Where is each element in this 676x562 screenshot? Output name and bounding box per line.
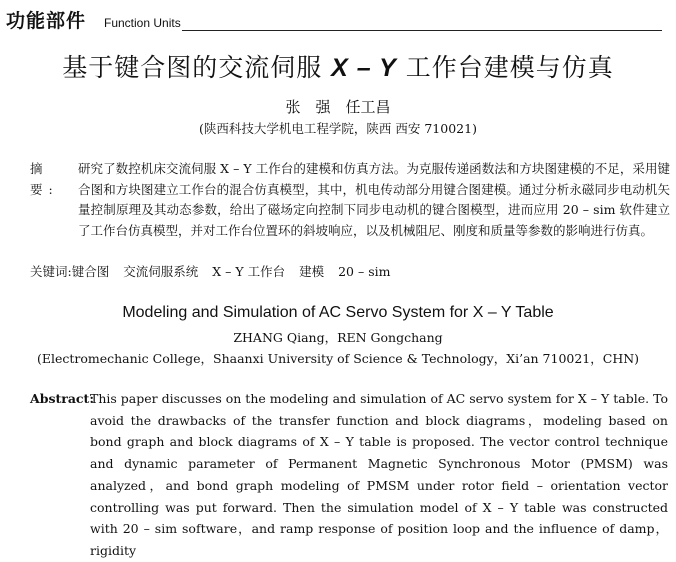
title-cn-xy: X – Y [331, 54, 397, 82]
abstract-cn-text: 研究了数控机床交流伺服 X – Y 工作台的建模和仿真方法。为克服传递函数法和方块图建模的不足，采用键合图和方块图建立工作台的混合仿真模型，其中，机电传动部分用键合图建模。通过分析永磁同步电动机矢量控制原理及其动态参数，给出了磁场定向控制下同步电动机的键合图模型，进而应用 20 – sim 软件建立了工作台仿真模型，并对工作台位置环的斜坡响应，以及机械阻尼、刚度和质量等参数的影响进行仿真。 [78, 161, 670, 238]
paper-title-cn [0, 52, 676, 84]
title-cn-part1: 基于键合图的交流伺服 [62, 53, 332, 82]
running-header [6, 10, 666, 32]
title-cn-part2: 工作台建模与仿真 [396, 53, 614, 82]
keywords-cn [30, 262, 670, 282]
keyword-item: X – Y 工作台 [212, 264, 286, 279]
abstract-en [30, 388, 668, 562]
keyword-item: 20 – sim [338, 264, 391, 279]
keyword-item: 键合图 [71, 264, 110, 279]
abstract-en-text: This paper discusses on the modeling and simulation of AC servo system for X – Y table. To avoid the drawbacks of the transfer function and block diagrams，modeling based on bond graph and block diagrams of X – Y table is proposed. The vector control technique and dynamic parameter of Permanent Magnetic Synchronous Motor (PMSM) was analyzed，and bond graph modeling of PMSM under rotor field – orientation vector controlling was put forward. Then the simulation model of X – Y table was constructed with 20 – sim software，and ramp response of position loop and the influence of damp，rigidity [90, 391, 668, 558]
section-category-cn: 功能部件 [6, 10, 87, 32]
keywords-cn-label: 关键词: [30, 264, 72, 279]
paper-title-en: Modeling and Simulation of AC Servo System for X – Y Table [122, 304, 554, 321]
abstract-cn [30, 159, 670, 241]
authors-cn: 张 强 任工昌 [285, 98, 391, 116]
affiliation-cn: (陕西科技大学机电工程学院，陕西 西安 710021) [199, 121, 477, 136]
section-category-en: Function Units [104, 16, 181, 30]
abstract-en-label: Abstract: [30, 391, 94, 406]
keyword-item: 建模 [299, 264, 325, 279]
affiliation-en: (Electromechanic College，Shaanxi University of Science & Technology，Xi’an 710021，CHN) [36, 351, 640, 366]
header-rule [182, 30, 662, 31]
abstract-cn-label: 摘 要: [30, 161, 68, 197]
authors-en: ZHANG Qiang，REN Gongchang [233, 330, 443, 345]
keyword-item: 交流伺服系统 [123, 264, 199, 279]
